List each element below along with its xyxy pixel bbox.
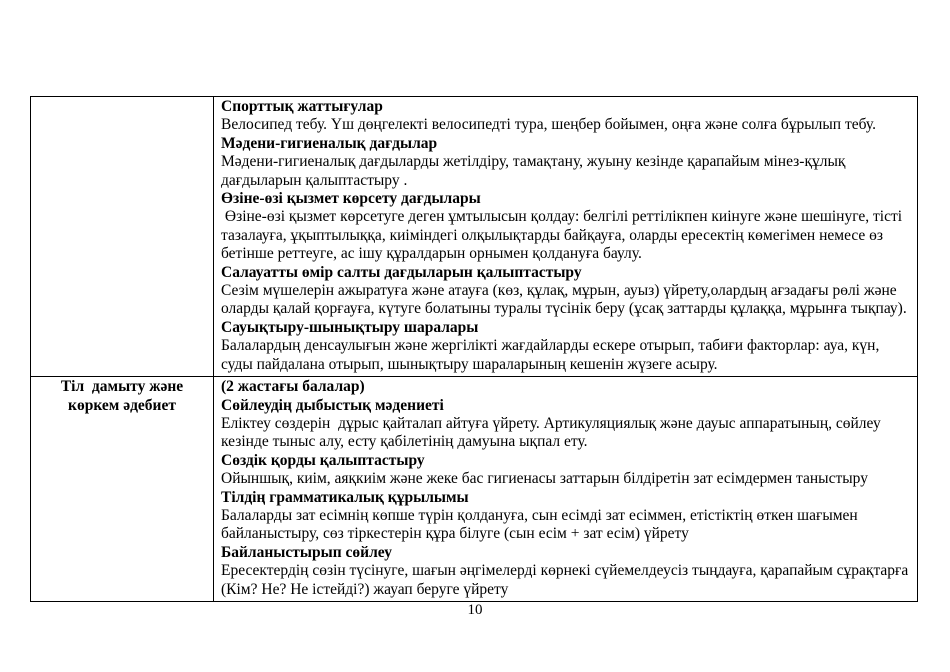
section-heading: Сөздік қорды қалыптастыру xyxy=(221,451,425,469)
section-body: Еліктеу сөздерін дұрыс қайталап айтуға үйрету. Артикуляциялық және дауыс аппаратының, сөйлеу кезінде тыныс алу, есту қабілетінің дамуына ықпал ету. xyxy=(221,414,885,451)
table-row-language-development xyxy=(31,377,918,602)
section-heading: (2 жастағы балалар) xyxy=(221,378,365,396)
section-heading: Өзіне-өзі қызмет көрсету дағдылары xyxy=(221,190,481,208)
curriculum-table xyxy=(30,96,918,602)
section-heading: Байланыстырып сөйлеу xyxy=(221,543,393,561)
content-cell-health-skills xyxy=(214,97,918,377)
table-row-health-skills xyxy=(31,97,918,377)
curriculum-table-body xyxy=(31,97,918,602)
section-heading: Сауықтыру-шынықтыру шаралары xyxy=(221,318,479,336)
section-heading: Мәдени-гигиеналық дағдылар xyxy=(221,134,438,152)
section-body: Мәдени-гигиеналық дағдыларды жетілдіру, тамақтану, жуыну кезінде қарапайым мінез-құлық дағдыларын қалыптастыру . xyxy=(221,153,850,189)
content-cell-language xyxy=(214,377,918,602)
section-body: Сезім мүшелерін ажыратуға және атауға (көз, құлақ, мұрын, ауыз) үйрету,олардың ағзадағы рөлі және оларды қалай қорғауға, күтуге болатыны туралы түсінік беру (ұсақ заттарды құлаққа, мұрынға тықпау). xyxy=(221,282,907,318)
section-body: Ойыншық, киім, аяқкиім және жеке бас гигиенасы заттарын білдіретін зат есімдермен таныстыру xyxy=(221,470,868,488)
section-body: Балалардың денсаулығын және жергілікті жағдайларды ескере отырып, табиғи факторлар: ауа, күн, суды пайдалана отырып, шынықтыру шараларының кешенін жүзеге асыру. xyxy=(221,337,884,373)
section-heading: Сөйлеудің дыбыстық мәдениеті xyxy=(221,396,444,414)
category-cell-empty xyxy=(31,97,214,377)
section-heading: Тілдің грамматикалық құрылымы xyxy=(221,488,469,506)
page-number: 10 xyxy=(467,602,483,618)
section-heading: Спорттық жаттығулар xyxy=(221,98,383,115)
section-body: Велосипед тебу. Үш дөңгелекті велосипедті тура, шеңбер бойымен, оңға және солға бұрылып тебу. xyxy=(221,116,877,134)
section-heading: Салауатты өмір салты дағдыларын қалыптастыру xyxy=(221,263,582,281)
section-body: Балаларды зат есімнің көпше түрін қолдануға, сын есімді зат есіммен, етістіктің өткен шағымен байланыстыру, сөз тіркестерін құра білуге (сын есім + зат есім) үйрету xyxy=(221,506,862,543)
section-body: Ересектердің сөзін түсінуге, шағын әңгімелерді көрнекі сүйемелдеусіз тыңдауға, қарапайым сұрақтарға (Кім? Не? Не істейді?) жауап беруге үйрету xyxy=(221,562,913,598)
category-label: Тіл дамыту және көркем әдебиет xyxy=(60,378,188,414)
category-cell-language xyxy=(31,377,214,602)
section-body: Өзіне-өзі қызмет көрсетуге деген ұмтылысын қолдау: белгілі реттілікпен киінуге және шешінуге, тісті тазалауға, ұқыптылыққа, киіміндегі олқылықтарды байқауға, оларды ересектің көмегімен немесе өз бетінше реттеуге, ас ішу құралдарын орнымен қолдануға баулу. xyxy=(221,208,906,263)
